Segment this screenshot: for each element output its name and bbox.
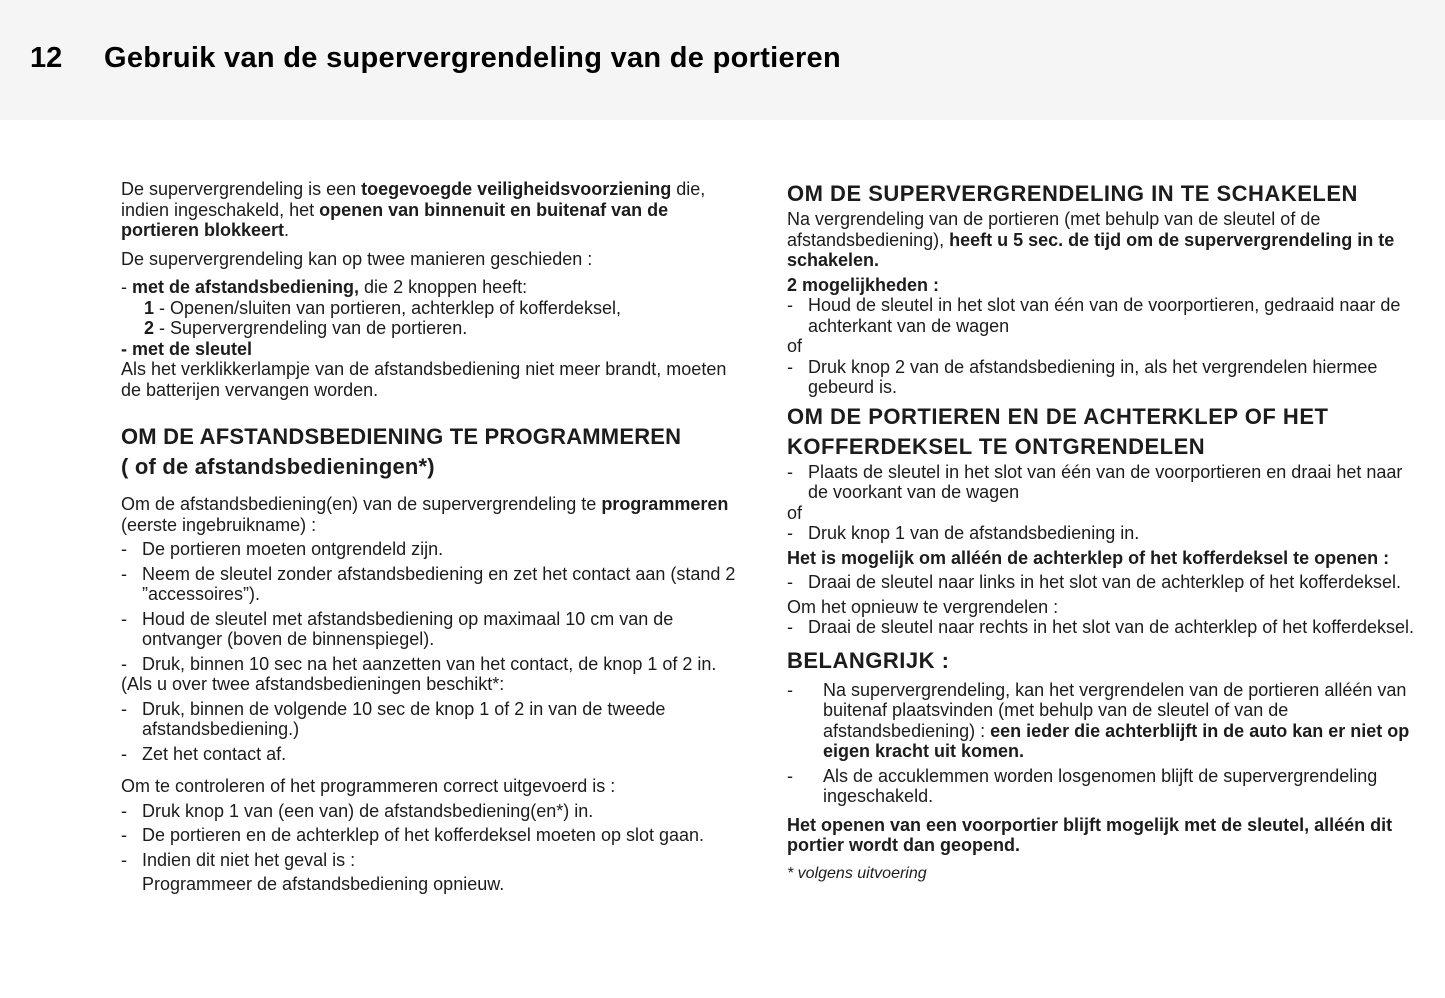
relock-label: Om het opnieuw te vergrendelen : xyxy=(787,596,1059,617)
list-item: - Houd de sleutel in het slot van één van de voorportieren, gedraaid naar de achterkant van de wagen xyxy=(787,295,1401,336)
list-item: - Druk, binnen de volgende 10 sec de knop 1 of 2 in van de tweede afstandsbediening.) xyxy=(121,698,666,739)
remote-method: - met de afstandsbediening, die 2 knoppen heeft: xyxy=(121,277,528,297)
check-intro: Om te controleren of het programmeren correct uitgevoerd is : xyxy=(121,776,616,796)
list-item: - Plaats de sleutel in het slot van één van de voorportieren en draai het naar de voorkant van de wagen xyxy=(787,461,1403,502)
list-item: - Zet het contact af. xyxy=(121,743,287,764)
list-item: - Draai de sleutel naar rechts in het slot van de achterklep of het kofferdeksel. xyxy=(787,617,1415,637)
enable-paragraph: Na vergrendeling van de portieren (met behulp van de sleutel of de afstandsbediening), heeft u 5 sec. de tijd om de supervergrendeling in te schakelen. xyxy=(787,209,1395,270)
page-number: 12 xyxy=(30,42,63,74)
list-item: - Druk knop 2 van de afstandsbediening in, als het vergrendelen hiermee gebeurd is. xyxy=(787,356,1378,397)
footnote: * volgens uitvoering xyxy=(787,864,927,882)
second-remote-note: (Als u over twee afstandsbedieningen beschikt*: xyxy=(121,674,505,694)
enable-heading: OM DE SUPERVERGRENDELING IN TE SCHAKELEN xyxy=(787,181,1358,206)
battery-note: Als het verklikkerlampje van de afstandsbediening niet meer brandt, moeten de batterijen vervangen worden. xyxy=(121,359,727,400)
button-1-desc: 1 - Openen/sluiten van portieren, achterklep of kofferdeksel, xyxy=(144,297,621,318)
list-item: - Druk, binnen 10 sec na het aanzetten van het contact, de knop 1 of 2 in. xyxy=(121,653,717,674)
program-intro: Om de afstandsbediening(en) van de supervergrendeling te programmeren (eerste ingebruikname) : xyxy=(121,494,729,535)
list-item: - Neem de sleutel zonder afstandsbediening en zet het contact aan (stand 2 ”accessoires”). xyxy=(121,563,736,604)
ways-paragraph: De supervergrendeling kan op twee manieren geschieden : xyxy=(121,248,593,269)
right-column xyxy=(787,179,1417,884)
page-title: Gebruik van de supervergrendeling van de portieren xyxy=(104,42,841,74)
list-item: - Na supervergrendeling, kan het vergrendelen van de portieren alléén van buitenaf plaatsvinden (met behulp van de sleutel of van de afstandsbediening) : een ieder die achterblijft in de auto kan er niet op eigen kracht uit komen. xyxy=(787,679,1410,761)
intro-paragraph: De supervergrendeling is een toegevoegde veiligheidsvoorziening die, indien ingeschakeld, het openen van binnenuit en buitenaf van de portieren blokkeert. xyxy=(121,179,706,240)
or-label: of xyxy=(787,502,803,523)
list-item: - Druk knop 1 van de afstandsbediening in. xyxy=(787,523,1140,543)
trunk-only-note: Het is mogelijk om alléén de achterklep of het kofferdeksel te openen : xyxy=(787,547,1390,568)
list-item: - Als de accuklemmen worden losgenomen blijft de supervergrendeling ingeschakeld. xyxy=(787,765,1378,806)
list-item: - Draai de sleutel naar links in het slot van de achterklep of het kofferdeksel. xyxy=(787,572,1402,592)
list-item: - Indien dit niet het geval is : xyxy=(121,849,356,870)
button-2-desc: 2 - Supervergrendeling van de portieren. xyxy=(144,318,468,338)
important-heading: BELANGRIJK : xyxy=(787,647,950,673)
program-heading: OM DE AFSTANDSBEDIENING TE PROGRAMMEREN ( of de afstandsbedieningen*) xyxy=(121,424,682,479)
list-item: - De portieren moeten ontgrendeld zijn. xyxy=(121,539,444,559)
unlock-heading: OM DE PORTIEREN EN DE ACHTERKLEP OF HET KOFFERDEKSEL TE ONTGRENDELEN xyxy=(787,403,1329,459)
or-label: of xyxy=(787,336,803,356)
list-item: - Druk knop 1 van (een van) de afstandsbediening(en*) in. xyxy=(121,800,594,821)
list-item: - Houd de sleutel met afstandsbediening op maximaal 10 cm van de ontvanger (boven de binnenspiegel). xyxy=(121,608,674,649)
key-method: - met de sleutel xyxy=(121,338,253,359)
page-header xyxy=(0,0,1445,120)
front-door-note: Het openen van een voorportier blijft mogelijk met de sleutel, alléén dit portier wordt dan geopend. xyxy=(787,814,1393,855)
reprogram-note: Programmeer de afstandsbediening opnieuw. xyxy=(142,874,505,894)
list-item: - De portieren en de achterklep of het kofferdeksel moeten op slot gaan. xyxy=(121,825,705,845)
left-column xyxy=(121,179,741,895)
options-label: 2 mogelijkheden : xyxy=(787,274,940,295)
